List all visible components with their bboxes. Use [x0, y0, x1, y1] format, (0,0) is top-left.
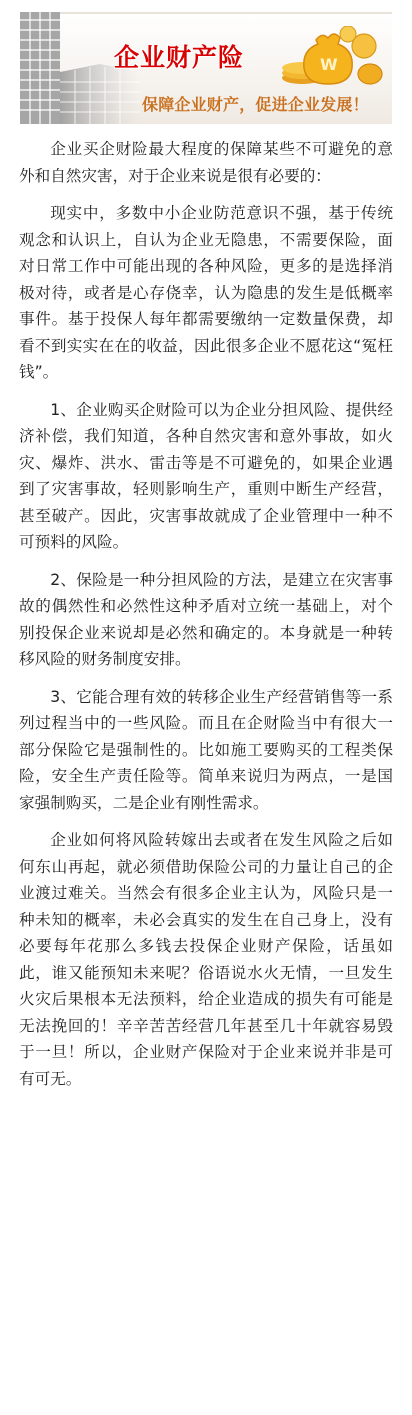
paragraph-point-3: 3、它能合理有效的转移企业生产经营销售等一系列过程当中的一些风险。而且在企财险当中有很大一部分保险它是强制性的。比如施工要购买的工程类保险，安全生产责任险等。简单来说归为两点，一是国家强制购买，二是企业有刚性需求。 — [19, 687, 393, 812]
svg-text:W: W — [320, 55, 338, 74]
paragraph-reality: 现实中，多数中小企业防范意识不强，基于传统观念和认识上，自认为企业无隐患，不需要保险，面对日常工作中可能出现的各种风险，更多的是选择消极对待，或者是心存侥幸，认为隐患的发生是低概率事件。基于投保人每年都需要缴纳一定数量保费，却看不到实实在在的收益，因此很多企业不愿花这“冤枉钱”。 — [19, 204, 393, 381]
banner-title: 企业财产险 — [114, 43, 245, 72]
paragraph-conclusion: 企业如何将风险转嫁出去或者在发生风险之后如何东山再起，就必须借助保险公司的力量让自己的企业渡过难关。当然会有很多企业主认为，风险只是一种未知的概率，未必会真实的发生在自己身上，没有必要每年花那么多钱去投保企业财产保险，话虽如此，谁又能预知未来呢？俗语说水火无情，一旦发生火灾后果根本无法预料，给企业造成的损失有可能是无法挽回的！辛辛苦苦经营几年甚至几十年就容易毁于一旦！所以，企业财产保险对于企业来说并非是可有可无。 — [19, 831, 393, 1088]
paragraph-point-1: 1、企业购买企财险可以为企业分担风险、提供经济补偿，我们知道，各种自然灾害和意外事故，如火灾、爆炸、洪水、雷击等是不可避免的，如果企业遇到了灾害事故，轻则影响生产，重则中断生产经营，甚至破产。因此，灾害事故就成了企业管理中一种不可预料的风险。 — [19, 400, 393, 551]
article-body — [19, 136, 393, 1103]
header-banner — [20, 12, 392, 124]
paragraph-point-2: 2、保险是一种分担风险的方法，是建立在灾害事故的偶然性和必然性这种矛盾对立统一基础上，对个别投保企业来说却是必然和确定的。本身就是一种转移风险的财务制度安排。 — [19, 570, 393, 668]
banner-subtitle: 保障企业财产，促进企业发展！ — [142, 95, 369, 114]
gold-coins-money-bag-icon — [276, 26, 386, 88]
paragraph-intro: 企业买企财险最大程度的保障某些不可避免的意外和自然灾害，对于企业来说是很有必要的： — [19, 140, 393, 185]
